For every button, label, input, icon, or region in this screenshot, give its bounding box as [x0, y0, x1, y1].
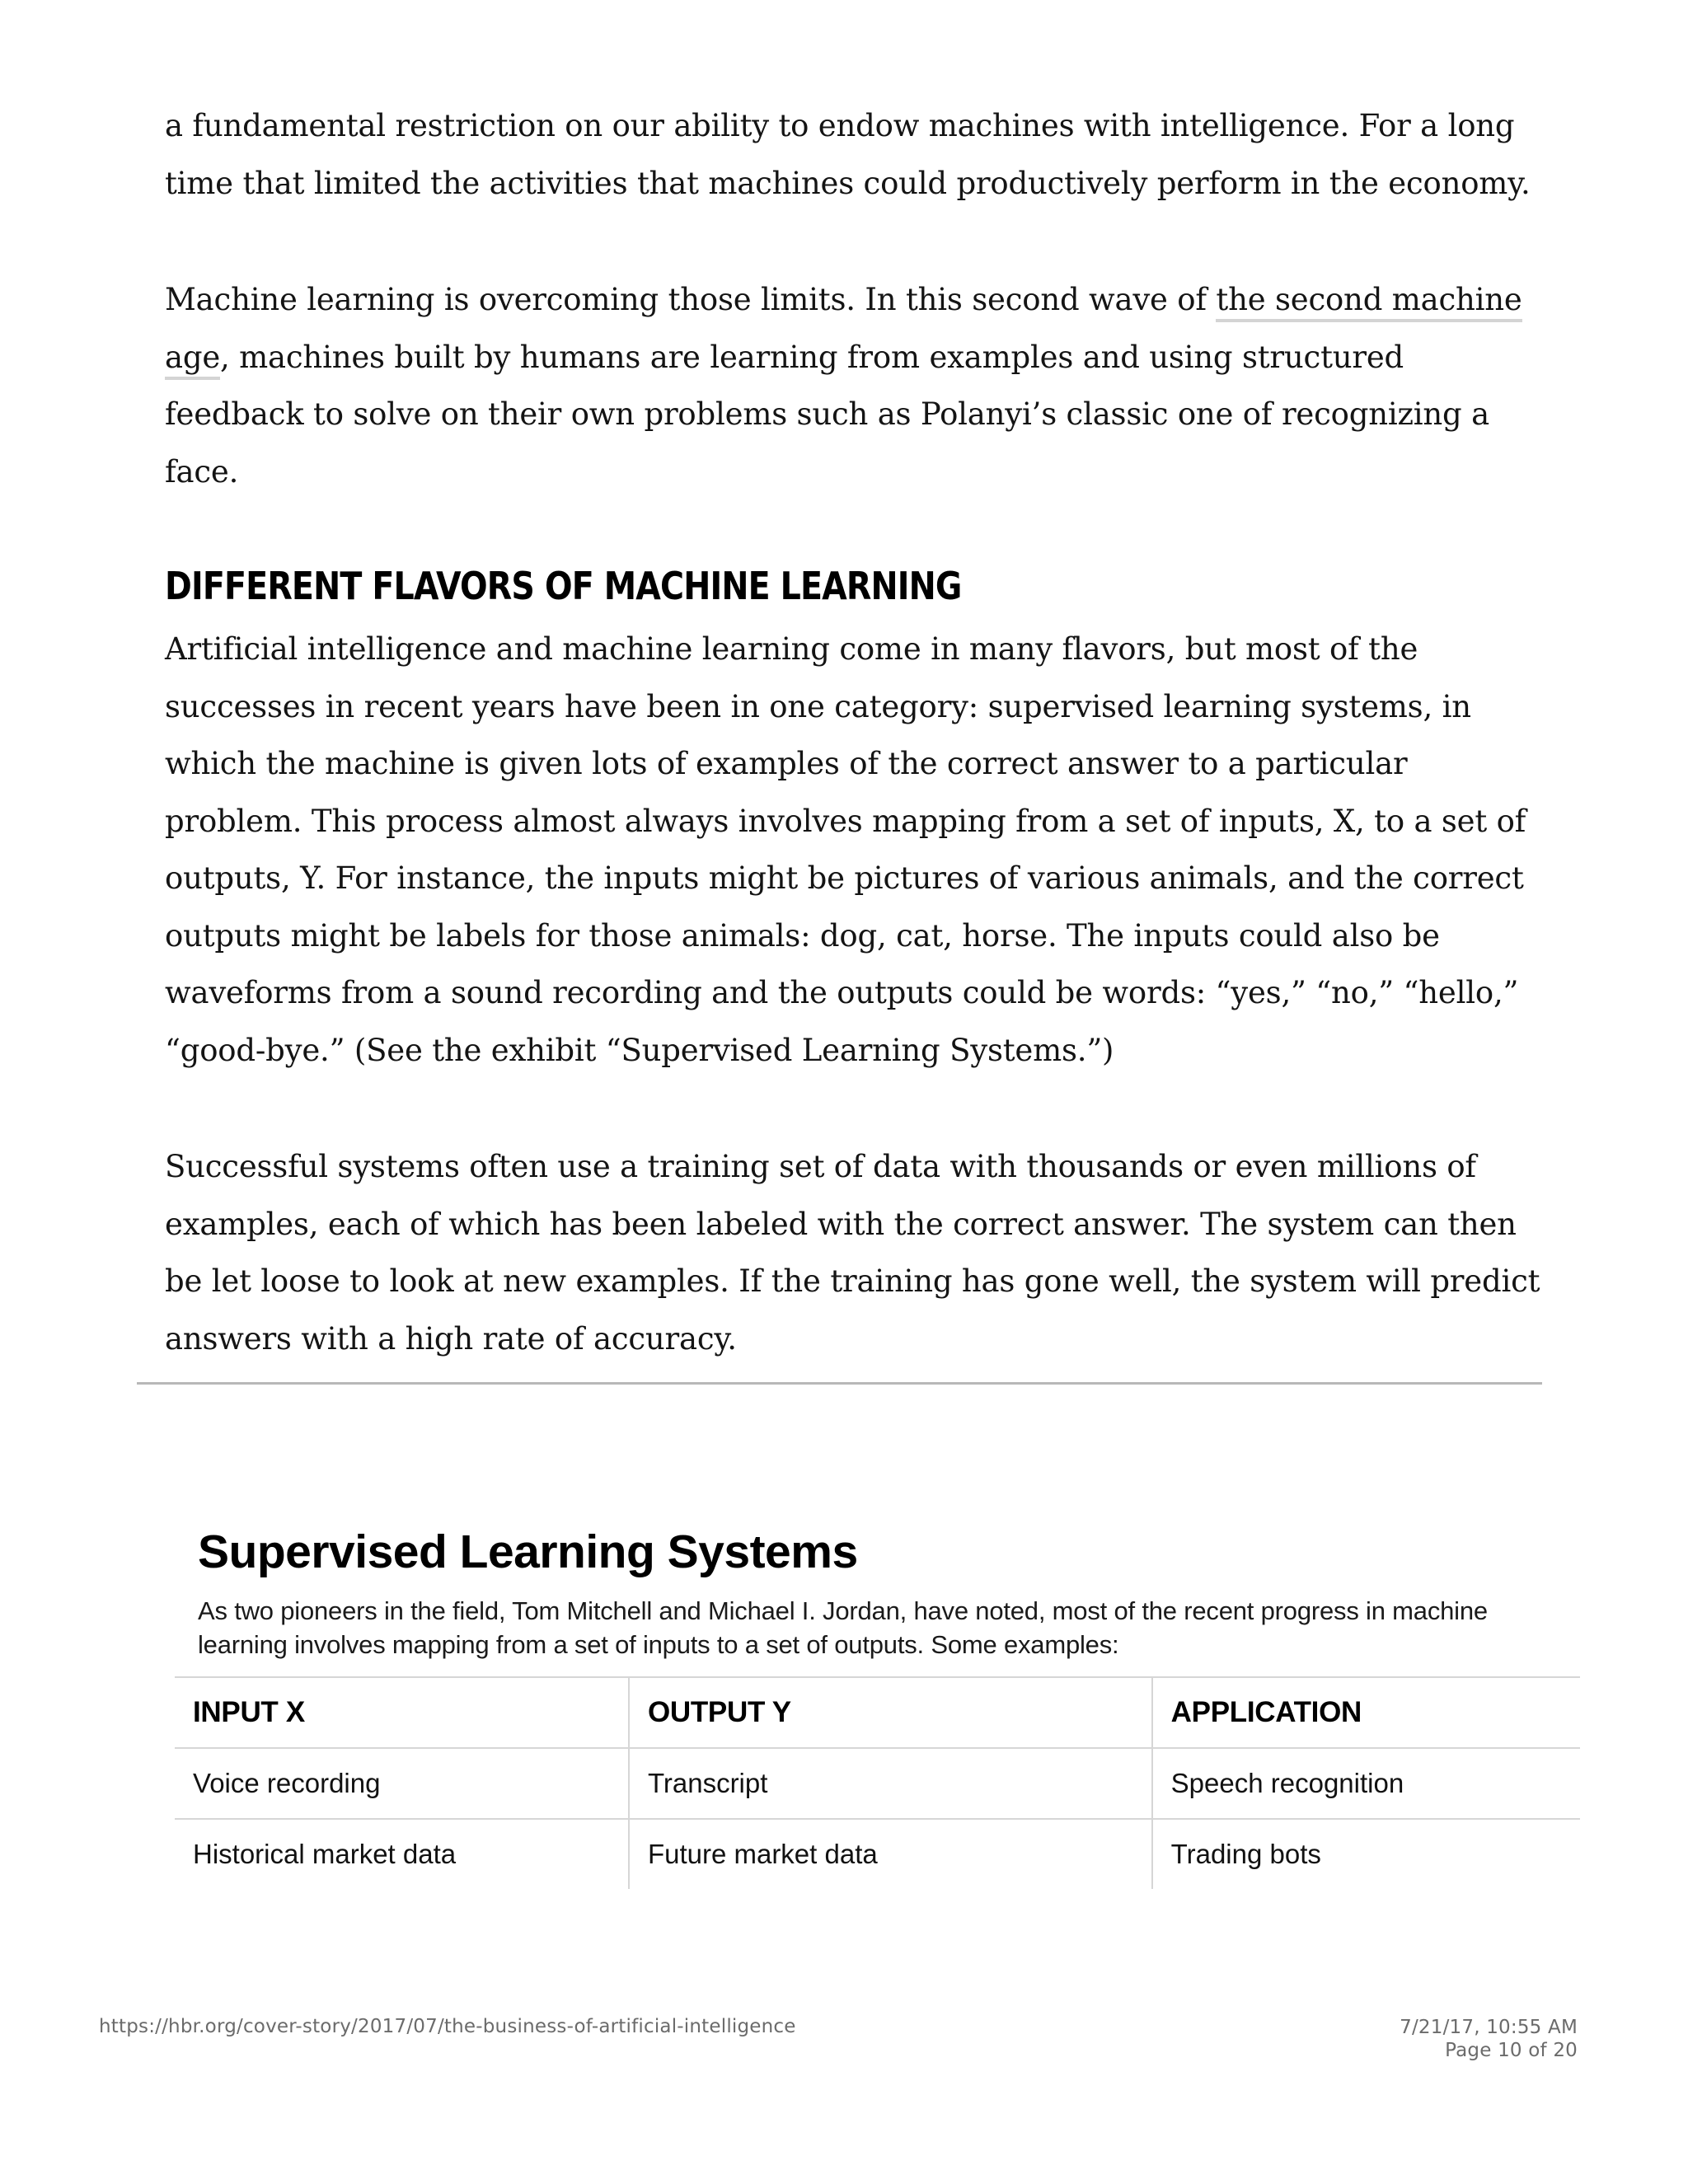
exhibit-supervised-learning: [175, 1523, 1580, 1889]
paragraph-2: [165, 271, 1541, 500]
exhibit-caption: As two pioneers in the field, Tom Mitchell and Michael I. Jordan, have noted, most of the recent progress in machine learning involves mapping from a set of inputs to a set of outputs. Some examples:: [198, 1596, 1488, 1659]
footer-page-number: Page 10 of 20: [1445, 2040, 1578, 2061]
paragraph-3: Artificial intelligence and machine learning come in many flavors, but most of the successes in recent years have been in one category: supervised learning systems, in which the machine is given lots of examples of the correct answer to a particular problem. This process almost always involves mapping from a set of inputs, X, to a set of outputs, Y. For instance, the inputs might be pictures of various animals, and the correct outputs might be labels for those animals: dog, cat, horse. The inputs could also be waveforms from a sound recording and the outputs could be words: “yes,” “no,” “hello,” “good-bye.” (See the exhibit “Supervised Learning Systems.”): [165, 631, 1526, 1068]
paragraph-2-lead: Machine learning is overcoming those limits. In this second wave of: [165, 282, 1217, 317]
header-application: APPLICATION: [1152, 1677, 1580, 1748]
table-row: [175, 1748, 1580, 1819]
exhibit-table: [175, 1676, 1580, 1889]
table-cell-input: Historical market data: [175, 1819, 629, 1889]
table-cell-output: Future market data: [629, 1819, 1152, 1889]
exhibit-title: Supervised Learning Systems: [198, 1526, 858, 1578]
footer-datetime: 7/21/17, 10:55 AM: [1400, 2017, 1578, 2038]
section-heading: DIFFERENT FLAVORS OF MACHINE LEARNING: [165, 564, 962, 608]
table-row: [175, 1819, 1580, 1889]
section-divider: [137, 1382, 1542, 1385]
second-machine-age-link[interactable]: the second machine age: [165, 282, 1522, 380]
article-body: [165, 97, 1541, 1367]
table-cell-input: Voice recording: [175, 1748, 629, 1819]
paragraph-4: Successful systems often use a training set of data with thousands or even millions of examples, each of which has been labeled with the correct answer. The system can then be let loose to look at new examples. If the training has gone well, the system will predict answers with a high rate of accuracy.: [165, 1149, 1540, 1357]
table-cell-output: Transcript: [629, 1748, 1152, 1819]
paragraph-2-tail: , machines built by humans are learning from examples and using structured feedback to solve on their own problems such as Polanyi’s classic one of recognizing a face.: [165, 339, 1489, 490]
footer-url: https://hbr.org/cover-story/2017/07/the-business-of-artificial-intelligence: [99, 2016, 796, 2037]
table-header-row: [175, 1677, 1580, 1748]
table-cell-application: Trading bots: [1152, 1819, 1580, 1889]
paragraph-1: a fundamental restriction on our ability to endow machines with intelligence. For a long time that limited the activities that machines could productively perform in the economy.: [165, 108, 1531, 201]
header-output-y: OUTPUT Y: [629, 1677, 1152, 1748]
header-input-x: INPUT X: [175, 1677, 629, 1748]
footer-meta: [1400, 2016, 1578, 2062]
table-cell-application: Speech recognition: [1152, 1748, 1580, 1819]
